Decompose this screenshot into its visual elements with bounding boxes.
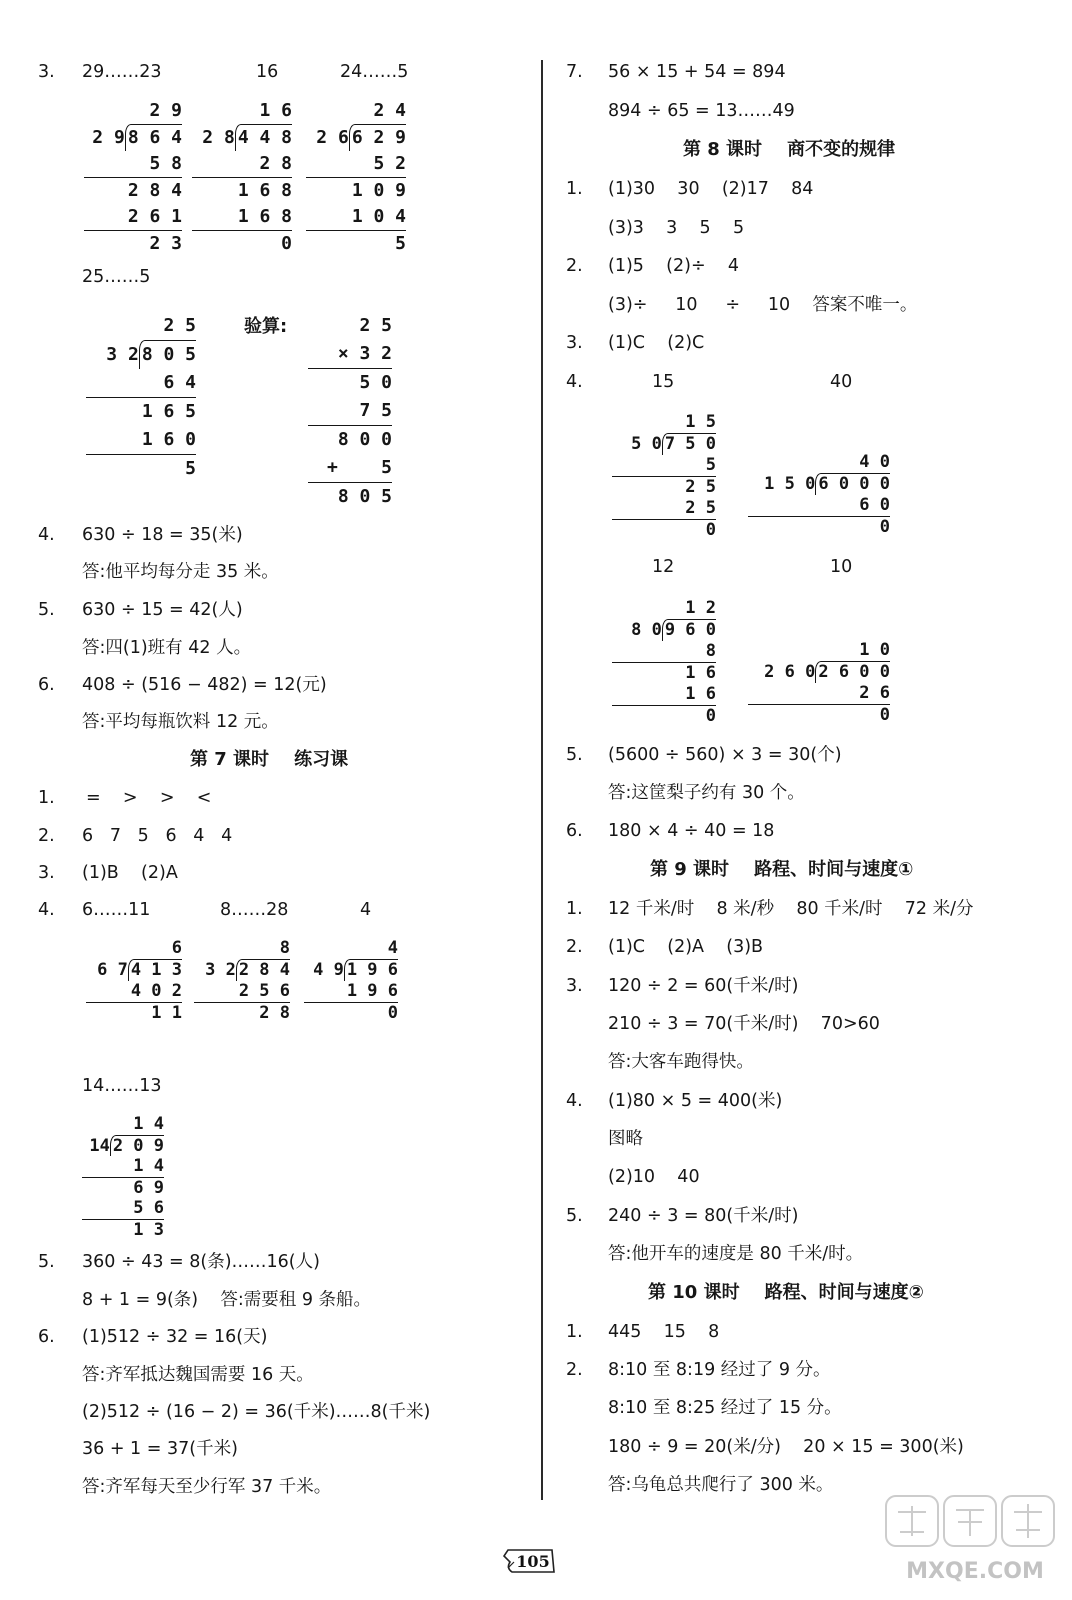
- remainder: 0: [705, 520, 716, 540]
- step: 6 4: [86, 369, 196, 398]
- step: 2 6: [748, 683, 890, 705]
- long-division-284: [194, 938, 290, 1024]
- s7-q4-answer-3: 4: [360, 900, 372, 920]
- q4-equation: 630 ÷ 18 = 35(米): [82, 525, 243, 545]
- s9-q4-line-3: (2)10 40: [608, 1167, 700, 1187]
- s9-q5-line-1: 240 ÷ 3 = 80(千米/时): [608, 1206, 799, 1226]
- s10-q2-line-4: 答:乌龟总共爬行了 300 米。: [608, 1475, 834, 1495]
- step: 2 5: [612, 498, 716, 520]
- s9-q3-line-1: 120 ÷ 2 = 60(千米/时): [608, 976, 799, 996]
- step: 1 9 6: [304, 981, 398, 1003]
- remainder: 2 3: [149, 233, 182, 254]
- s9-q1-number: 1.: [566, 899, 583, 919]
- quotient: 2 4: [373, 100, 406, 121]
- quotient: 2 5: [163, 315, 196, 336]
- long-division-209: [82, 1114, 164, 1240]
- quotient: 4: [387, 938, 398, 958]
- s10-q1-number: 1.: [566, 1322, 583, 1342]
- s9-q5-line-2: 答:他开车的速度是 80 千米/时。: [608, 1244, 864, 1264]
- remainder: 0: [705, 706, 716, 726]
- s10-q2-line-3: 180 ÷ 9 = 20(米/分) 20 × 15 = 300(米): [608, 1437, 964, 1457]
- q6-number: 6.: [38, 675, 55, 695]
- remainder: 0: [879, 517, 890, 537]
- remainder: 0: [879, 705, 890, 725]
- section-10-heading: 第 10 课时 路程、时间与速度②: [648, 1282, 924, 1303]
- s9-q1-answer: 12 千米/时 8 米/秒 80 千米/时 72 米/分: [608, 899, 974, 919]
- step: 1 6: [685, 663, 716, 683]
- divisor: 14: [89, 1135, 110, 1156]
- step: 1 0 4: [306, 204, 406, 231]
- remainder: 5: [395, 233, 406, 254]
- s7-q1-number: 1.: [38, 788, 55, 808]
- s10-q2-line-2: 8:10 至 8:25 经过了 15 分。: [608, 1398, 842, 1418]
- s7-q6-number: 6.: [38, 1327, 55, 1347]
- step: 1 0 9: [351, 180, 406, 201]
- s8-q4-answer-3: 12: [652, 557, 675, 577]
- s9-q2-answer: (1)C (2)A (3)B: [608, 937, 764, 957]
- dividend: 7 5 0: [662, 433, 716, 455]
- divisor: 3 2: [205, 960, 236, 980]
- quotient: 1 5: [685, 412, 716, 432]
- long-division-448: [192, 98, 292, 257]
- step: 2 5 6: [194, 981, 290, 1003]
- divisor: 6 7: [97, 960, 128, 980]
- addend: + 5: [308, 454, 392, 483]
- step: 4 0 2: [86, 981, 182, 1003]
- divisor: 8 0: [631, 620, 662, 640]
- section-9-heading: 第 9 课时 路程、时间与速度①: [650, 859, 914, 880]
- divisor: 2 8: [202, 127, 235, 148]
- s7-q3-answer: (1)B (2)A: [82, 863, 178, 883]
- divisor: 2 9: [92, 127, 125, 148]
- long-division-864: [84, 98, 182, 257]
- s9-q2-number: 2.: [566, 937, 583, 957]
- long-division-2600: [748, 640, 890, 726]
- step: 1 6 8: [237, 180, 292, 201]
- step: 2 6 1: [84, 204, 182, 231]
- remainder: 0: [281, 233, 292, 254]
- divisor: 4 9: [313, 960, 344, 980]
- dividend: 1 9 6: [344, 959, 398, 981]
- s8-q1-number: 1.: [566, 179, 583, 199]
- step: 5 8: [84, 151, 182, 178]
- step: 8: [612, 641, 716, 663]
- s8-q3-number: 3.: [566, 333, 583, 353]
- s8-q4-number: 4.: [566, 372, 583, 392]
- s7-q6-line-2: 答:齐军抵达魏国需要 16 天。: [82, 1365, 314, 1385]
- q5-number: 5.: [38, 600, 55, 620]
- s9-q3-line-3: 答:大客车跑得快。: [608, 1052, 754, 1072]
- long-division-6000: [748, 452, 890, 538]
- remainder: 5: [185, 458, 196, 479]
- dividend: 8 0 5: [139, 340, 196, 369]
- s9-q4-number: 4.: [566, 1091, 583, 1111]
- dividend: 4 1 3: [128, 959, 182, 981]
- s8-q2-line-2: (3)÷ 10 ÷ 10 答案不唯一。: [608, 295, 918, 315]
- s8-q2-line-1: (1)5 (2)÷ 4: [608, 256, 740, 276]
- quotient: 2 9: [149, 100, 182, 121]
- product: 8 0 0: [337, 429, 392, 450]
- quotient: 4 0: [859, 452, 890, 472]
- q6-answer: 答:平均每瓶饮料 12 元。: [82, 712, 279, 732]
- long-division-960: [612, 598, 716, 727]
- multiplication-check: [308, 312, 392, 511]
- step: 5: [612, 455, 716, 477]
- check-label: 验算:: [244, 316, 288, 337]
- s7-q4-answer-1: 6……11: [82, 900, 151, 920]
- s7-q4-answer-4: 14……13: [82, 1076, 162, 1096]
- s7-q5-equation: 360 ÷ 43 = 8(条)……16(人): [82, 1252, 320, 1272]
- divisor: 1 5 0: [764, 474, 816, 494]
- section-8-heading: 第 8 课时 商不变的规律: [683, 139, 896, 160]
- s7-q6-line-4: 36 + 1 = 37(千米): [82, 1439, 238, 1459]
- s8-q5-answer: 答:这筐梨子约有 30 个。: [608, 783, 805, 803]
- s8-q2-number: 2.: [566, 256, 583, 276]
- watermark-logo: [880, 1482, 1070, 1594]
- q3-answer-1: 29……23: [82, 62, 162, 82]
- q6-equation: 408 ÷ (516 − 482) = 12(元): [82, 675, 327, 695]
- remainder: 2 8: [259, 1003, 290, 1023]
- s8-q4-answer-4: 10: [830, 557, 853, 577]
- long-division-805: [86, 312, 196, 483]
- dividend: 4 4 8: [235, 124, 292, 151]
- s7-q2-number: 2.: [38, 826, 55, 846]
- s7-q5-number: 5.: [38, 1252, 55, 1272]
- quotient: 6: [171, 938, 182, 958]
- s8-q1-line-2: (3)3 3 5 5: [608, 218, 745, 238]
- step: 5 6: [82, 1198, 164, 1220]
- divisor: 2 6 0: [764, 662, 816, 682]
- step: 1 6 0: [86, 426, 196, 455]
- long-division-629: [306, 98, 406, 257]
- quotient: 8: [279, 938, 290, 958]
- dividend: 2 0 9: [110, 1135, 164, 1157]
- remainder: 1 1: [151, 1003, 182, 1023]
- watermark-text: MXQE.COM: [906, 1559, 1044, 1584]
- partial-product: 5 0: [359, 372, 392, 393]
- step: 6 9: [133, 1177, 164, 1198]
- q3-number: 3.: [38, 62, 55, 82]
- dividend: 8 6 4: [125, 124, 182, 151]
- s9-q4-line-1: (1)80 × 5 = 400(米): [608, 1091, 783, 1111]
- q3-answer-2: 16: [256, 62, 279, 82]
- dividend: 9 6 0: [662, 619, 716, 641]
- q7-line-1: 56 × 15 + 54 = 894: [608, 62, 786, 82]
- remainder: 1 3: [133, 1219, 164, 1240]
- s7-q2-answer: 6 7 5 6 4 4: [82, 826, 233, 846]
- step: 1 6: [612, 684, 716, 706]
- divisor: 5 0: [631, 434, 662, 454]
- step: 5 2: [306, 151, 406, 178]
- q4-answer: 答:他平均每分走 35 米。: [82, 562, 279, 582]
- remainder: 0: [387, 1003, 398, 1023]
- s7-q3-number: 3.: [38, 863, 55, 883]
- s8-q5-number: 5.: [566, 745, 583, 765]
- partial-product: 7 5: [308, 397, 392, 426]
- long-division-196: [304, 938, 398, 1024]
- q4-number: 4.: [38, 525, 55, 545]
- divisor: 2 6: [316, 127, 349, 148]
- quotient: 1 0: [859, 640, 890, 660]
- divisor: 3 2: [106, 344, 139, 365]
- quotient: 1 6: [259, 100, 292, 121]
- s8-q4-answer-1: 15: [652, 372, 675, 392]
- s8-q6-number: 6.: [566, 821, 583, 841]
- s7-q1-answer: = > > <: [86, 788, 212, 808]
- s7-q4-answer-2: 8……28: [220, 900, 289, 920]
- s10-q2-number: 2.: [566, 1360, 583, 1380]
- s7-q6-line-5: 答:齐军每天至少行军 37 千米。: [82, 1477, 332, 1497]
- step: 1 4: [82, 1156, 164, 1178]
- s7-q4-number: 4.: [38, 900, 55, 920]
- q5-equation: 630 ÷ 15 = 42(人): [82, 600, 243, 620]
- s8-q4-answer-2: 40: [830, 372, 853, 392]
- s8-q6-equation: 180 × 4 ÷ 40 = 18: [608, 821, 775, 841]
- result: 8 0 5: [337, 486, 392, 507]
- s9-q5-number: 5.: [566, 1206, 583, 1226]
- s10-q2-line-1: 8:10 至 8:19 经过了 9 分。: [608, 1360, 831, 1380]
- s9-q3-number: 3.: [566, 976, 583, 996]
- s8-q1-line-1: (1)30 30 (2)17 84: [608, 179, 814, 199]
- s10-q1-answer: 445 15 8: [608, 1322, 720, 1342]
- long-division-413: [86, 938, 182, 1024]
- column-divider: [541, 60, 543, 1500]
- page-number-badge: [502, 1546, 558, 1576]
- step: 6 0: [748, 495, 890, 517]
- factor: 2 5: [359, 315, 392, 336]
- quotient: 1 2: [685, 598, 716, 618]
- s8-q5-equation: (5600 ÷ 560) × 3 = 30(个): [608, 745, 842, 765]
- q3-answer-3: 24……5: [340, 62, 409, 82]
- dividend: 6 2 9: [349, 124, 406, 151]
- step: 1 6 8: [192, 204, 292, 231]
- quotient: 1 4: [133, 1114, 164, 1134]
- s7-q6-line-1: (1)512 ÷ 32 = 16(天): [82, 1327, 268, 1347]
- step: 2 5: [685, 477, 716, 497]
- s7-q6-line-3: (2)512 ÷ (16 − 2) = 36(千米)……8(千米): [82, 1402, 431, 1422]
- s7-q5-answer: 8 + 1 = 9(条) 答:需要租 9 条船。: [82, 1290, 372, 1310]
- s9-q4-line-2: 图略: [608, 1129, 643, 1149]
- dividend: 2 8 4: [236, 959, 290, 981]
- q7-number: 7.: [566, 62, 583, 82]
- s9-q3-line-2: 210 ÷ 3 = 70(千米/时) 70>60: [608, 1014, 880, 1034]
- long-division-750: [612, 412, 716, 541]
- s8-q3-answer: (1)C (2)C: [608, 333, 705, 353]
- step: 2 8: [192, 151, 292, 178]
- page-number: 105: [516, 1552, 550, 1571]
- q5-answer: 答:四(1)班有 42 人。: [82, 638, 252, 658]
- section-7-heading: 第 7 课时 练习课: [190, 749, 349, 770]
- dividend: 2 6 0 0: [815, 661, 890, 683]
- dividend: 6 0 0 0: [815, 473, 890, 495]
- factor: × 3 2: [308, 340, 392, 369]
- q3-answer-4: 25……5: [82, 267, 151, 287]
- step: 1 6 5: [141, 401, 196, 422]
- q7-line-2: 894 ÷ 65 = 13……49: [608, 101, 795, 121]
- step: 2 8 4: [127, 180, 182, 201]
